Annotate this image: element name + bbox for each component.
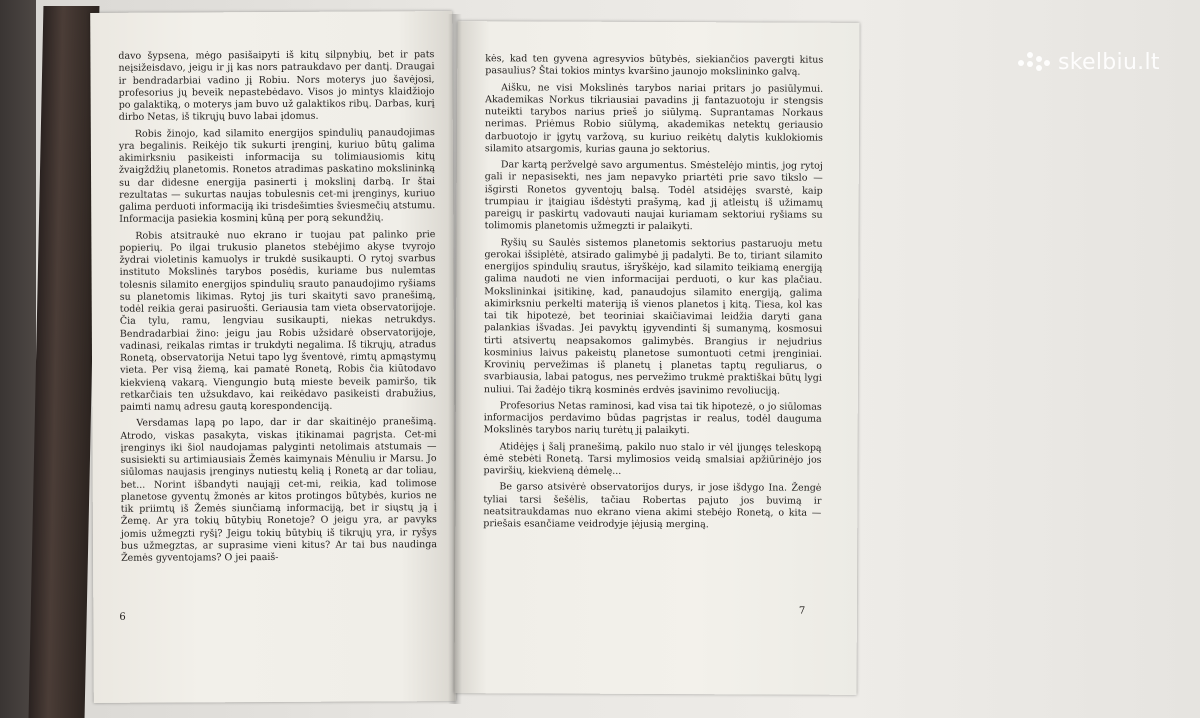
- paragraph: Robis atsitraukė nuo ekrano ir tuojau pat palinko prie popierių. Po ilgai trukusio planetos stebėjimo akyse tvyrojo žydrai violetinis kamuolys ir trukdė susikaupti. O rytoj svarbus instituto Mokslinės tarybos posėdis, kuriame bus nulemtas tolesnis silamito energijos spindulių srauto panaudojimo ryšiams su planetomis likimas. Rytoj jis turi skaityti savo pranešimą, todėl reikia gerai pasiruošti. Geriausia tam vieta observatorijoje. Čia tylu, ramu, lengviau susikaupti, niekas netrukdys. Bendradarbiai žino: jeigu jau Robis užsidarė observatorijoje, vadinasi, reikalas rimtas ir trukdyti negalima. Iš tikrųjų, atradus Ronetą, observatorija Netui tapo lyg šventovė, rimtų apmąstymų vieta. Per visą žiemą, kai pamatė Ronetą, Robis čia kiūtodavo kiekvieną vakarą. Viengungio butą mieste beveik pamiršo, tik retkarčiais ten užsukdavo, kai reikėdavo pasikeisti drabužius, paimti namų adresu gautą korespondenciją.: [119, 228, 437, 413]
- paragraph: Ryšių su Saulės sistemos planetomis sektorius pastaruoju metu gerokai išsiplėtė, atsirado galimybė jį padalyti. Be to, tiriant silamito energijos spindulių srautus, išryškėjo, kad silamito teikiamą energiją galima naudoti ne vien informacijai perduoti, o kur kas plačiau. Mokslininkai įsitikinę, kad, panaudojus silamito energiją, galima akimirksniu perkelti materiją iš vienos planetos į kitą. Tiesa, kol kas tai tik hipotezė, bet teoriniai skaičiavimai leidžia daryti gana palankias išvadas. Jei pavyktų įgyvendinti šį sumanymą, kosmosui tirti atsivertų neapsakomos galimybės. Brangius ir nejudrius kosminius laivus pakeistų planetose sumontuoti cetmi įrenginiai. Krovinių pervežimas iš planetų į planetas taptų reguliarus, o svarbiausia, labai patogus, nes pervežimo trukmė praktiškai būtų lygi nuliui. Tai žadėjo tikrą kosminės erdvės įsavinimo revoliuciją.: [483, 236, 823, 397]
- paragraph: Profesorius Netas raminosi, kad visa tai tik hipotezė, o jo siūlomas informacijos perdavimo būdas pagrįstas ir realus, todėl dauguma Mokslinės tarybos narių turėtų jį palaikyti.: [483, 400, 822, 437]
- right-page-text: [483, 53, 823, 536]
- paragraph: kės, kad ten gyvena agresyvios būtybės, siekiančios pavergti kitus pasaulius? Štai tokios mintys kvaršino jaunojo mokslininko galvą.: [485, 53, 824, 78]
- paragraph: Robis žinojo, kad silamito energijos spindulių panaudojimas yra begalinis. Reikėjo tik sukurti įrenginį, kuriuo būtų galima akimirksniu pasikeisti informacija su tolimiausiomis kitų žvaigždžių planetomis. Ronetos atradimas paskatino mokslininką su dar didesne energija pasinerti į mokslinį darbą. Ir štai rezultatas — sukurtas naujas tobulesnis cet-mi įrenginys, kuriuo galima perduoti informaciją iki trisdešimties šviesmečių atstumu. Informacija pasiekia kosminį kūną per porą sekundžių.: [118, 126, 436, 226]
- paragraph: Versdamas lapą po lapo, dar ir dar skaitinėjo pranešimą. Atrodo, viskas pasakyta, viskas įtikinamai pagrįsta. Cet-mi įrenginys iki šiol naudojamas palyginti netolimais atstumais — susisiekti su artimiausiais Žemės kaimynais Mėnuliu ir Marsu. Jo siūlomas naujasis įrenginys nutiestų kelią į Ronetą ar dar toliau, bet... Norint išbandyti naująjį cet-mi, reikia, kad tolimose planetose gyventų žmonės ar kitos protingos būtybės, kurios ne tik priimtų iš Žemės siunčiamą informaciją, bet ir siųstų ją į Žemę. Ar yra tokių būtybių Ronetoje? O jeigu yra, ar pavyks jomis užmegzti ryšį? Jeigu tokių būtybių iš tikrųjų yra, ir ryšys bus užmegztas, ar suprasime vieni kitus? Ar tai bus naudinga Žemės gyventojams? O jei paaiš-: [120, 416, 438, 564]
- dots-cluster-icon: [1018, 52, 1050, 74]
- book-gutter-shadow: [448, 14, 462, 704]
- left-page: [90, 11, 456, 703]
- paragraph: Dar kartą peržvelgė savo argumentus. Smėstelėjo mintis, jog rytoj gali ir nepasisekti, nes jam nepavyko priartėti prie savo tikslo — išgirsti Ronetos gyventojų balsą. Todėl atsidėjęs svarstė, kaip trumpiau ir įtaigiau išdėstyti prašymą, kad jį atleistų iš užimamų pareigų ir paskirtų vadovauti naujai kuriamam sektoriui ryšiams su tolimomis planetomis užmegzti ir palaikyti.: [484, 159, 823, 233]
- page-number-left: 6: [119, 611, 126, 623]
- watermark-text: skelbiu.lt: [1058, 50, 1160, 75]
- page-number-right: 7: [798, 605, 806, 617]
- right-page: [455, 21, 860, 695]
- paragraph: Atidėjęs į šalį pranešimą, pakilo nuo stalo ir vėl įjungęs teleskopą ėmė stebėti Ronetą. Tarsi mylimosios veidą smalsiai apžiūrinėjo jos paviršių, kiekvieną dėmelę...: [483, 440, 822, 477]
- paragraph: Be garso atsivėrė observatorijos durys, ir jose išdygo Ina. Žengė tyliai tarsi šešėlis, tačiau Robertas pajuto jos buvimą ir neatsitraukdamas nuo ekrano viena akimi stebėjo Ronetą, o kita — priešais esančiame veidrodyje įėjusią merginą.: [483, 481, 822, 531]
- paragraph: davo šypsena, mėgo pasišaipyti iš kitų silpnybių, bet ir pats neįsižeisdavo, jeigu ir jį kas nors patraukdavo per dantį. Draugai ir bendradarbiai vadino jį Robiu. Nors moterys juo šavėjosi, profesorius jų beveik nepastebėdavo. Visos jo mintys klaidžiojo po galaktiką, o moterys jam buvo už galaktikos ribų. Darbas, kurį dirbo Netas, iš tikrųjų buvo labai įdomus.: [118, 49, 435, 124]
- left-page-text: [118, 49, 437, 569]
- paragraph: Aišku, ne visi Mokslinės tarybos nariai pritars jo pasiūlymui. Akademikas Norkus tikriausiai pavadins jį fantazuotoju ir stengsis nuteikti tarybos narius prieš jo siūlymą. Suprantamas Norkaus nerimas. Priėmus Robio siūlymą, akademikas netektų geriausio darbuotojo ir įgytų varžovą, su kuriuo reikėtų dalytis kuklokiomis silamito atsargomis, kurias gauna jo sektorius.: [484, 81, 824, 155]
- watermark: [1018, 50, 1160, 75]
